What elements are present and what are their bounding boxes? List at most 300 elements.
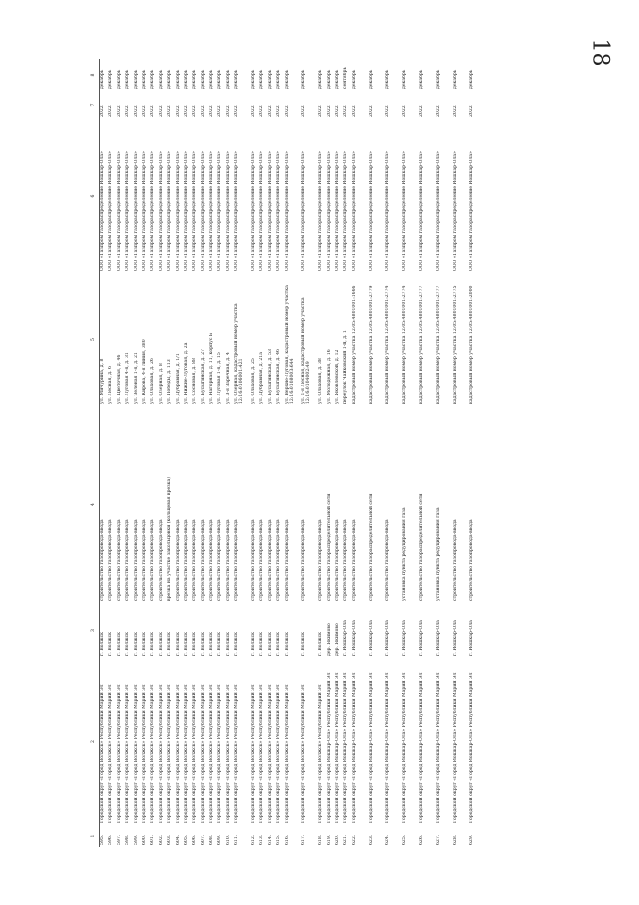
organization-cell: ООО «Газпром газораспределение Йошкар-Ола» [141,151,147,271]
table-row [142,59,150,847]
work-type-cell: строительство газопровода-ввода [200,519,206,601]
table-row [453,59,470,847]
organization-cell: ООО «Газпром газораспределение Йошкар-Ола» [158,151,164,271]
work-type-cell: строительство газопровода-ввода [158,519,164,601]
municipality-cell: Городской округ «Город Волжск» Республики Марий Эл [284,684,290,823]
organization-cell: ООО «Газпром газораспределение Йошкар-Ола» [116,151,122,271]
row-number-cell: 619. [326,834,332,845]
month-cell: декабрь [217,69,223,89]
month-cell: декабрь [192,69,198,89]
organization-cell: ООО «Газпром газораспределение Йошкар-Ола» [276,151,282,271]
row-number-cell: 627. [435,834,441,845]
page-number: 18 [587,38,613,67]
row-number-cell: 595. [100,834,105,845]
column-number: 2 [88,658,100,825]
municipality-cell: Городской округ «Город Йошкар-Ола» Республики Марий Эл [334,672,340,823]
settlement-cell: г. Йошкар-Ола [469,620,475,656]
settlement-cell: г. Волжск [276,631,282,656]
organization-cell: ООО «Газпром газораспределение Йошкар-Ола» [284,151,290,271]
address-cell: ул. Луговая 1-я, д. 15 [217,352,223,404]
organization-cell: ООО «Газпром газораспределение Йошкар-Ола» [435,151,441,271]
year-cell: 2022 [158,105,164,117]
year-cell: 2022 [368,105,374,117]
row-number-cell: 601. [150,834,156,845]
address-cell: ул. Дубравная, д. 21а [259,352,265,404]
year-cell: 2022 [183,105,189,117]
municipality-cell: Городской округ «Город Волжск» Республики Марий Эл [301,684,307,823]
work-type-cell: строительство газораспределительной сети [326,493,332,601]
table-row [276,59,284,847]
month-cell: декабрь [284,69,290,89]
table-row [217,59,225,847]
row-number-cell: 612. [251,834,257,845]
row-number-cell: 602. [158,834,164,845]
table-row [159,59,167,847]
table-row [134,59,142,847]
municipality-cell: Городской округ «Город Волжск» Республики Марий Эл [100,684,105,823]
address-cell: ул. Бусыгинская, д. 27 [200,349,206,404]
address-cell: ул. Мичурина, д. 8 [100,358,105,404]
work-type-cell: строительство газопровода-ввода [225,519,231,601]
municipality-cell: Городской округ «Город Волжск» Республики Марий Эл [158,684,164,823]
year-cell: 2022 [452,105,458,117]
municipality-cell: Городской округ «Город Волжск» Республики Марий Эл [108,684,114,823]
row-number-cell: 613. [259,834,265,845]
municipality-cell: Городской округ «Город Волжск» Республики Марий Эл [192,684,198,823]
organization-cell: ООО «Газпром газораспределение Йошкар-Ола» [217,151,223,271]
year-cell: 2022 [402,105,408,117]
year-cell: 2022 [209,105,215,117]
address-cell: ул. Бусыгинская, д. 46 [276,349,282,404]
row-number-cell: 626. [418,834,424,845]
address-cell: ул. Ольховая, д. 25 [251,358,257,404]
municipality-cell: Городской округ «Город Йошкар-Ола» Республики Марий Эл [351,672,357,823]
row-number-cell: 609. [217,834,223,845]
column-number: 6 [88,119,100,273]
month-cell: декабрь [141,69,147,89]
row-number-cell: 600. [141,834,147,845]
settlement-cell: г. Волжск [183,631,189,656]
month-cell: декабрь [251,69,257,89]
year-cell: 2022 [284,105,290,117]
settlement-cell: г. Волжск [318,631,324,656]
settlement-cell: г. Волжск [301,631,307,656]
work-type-cell: строительство газопровода-ввода [192,519,198,601]
organization-cell: ООО «Газпром газораспределение Йошкар-Ола» [167,151,173,271]
column-number: 4 [88,406,100,603]
work-type-cell: строительство газопровода-ввода [351,519,357,601]
work-type-cell: строительство газопровода-ввода [234,519,240,601]
month-cell: декабрь [368,69,374,89]
month-cell: сентябрь [343,67,349,89]
municipality-cell: Городской округ «Город Волжск» Республики Марий Эл [217,684,223,823]
table-body [100,59,487,847]
work-type-cell: строительство газопровода-ввода [251,519,257,601]
organization-cell: ООО «Газпром газораспределение Йошкар-Ола» [150,151,156,271]
settlement-cell: г. Йошкар-Ола [385,620,391,656]
month-cell: декабрь [351,69,357,89]
month-cell: декабрь [418,69,424,89]
year-cell: 2022 [200,105,206,117]
row-number-cell: 628. [452,834,458,845]
table-row [167,59,175,847]
organization-cell: ООО «Газпром газораспределение Йошкар-Ола» [343,151,349,271]
table-row [343,59,351,847]
row-number-cell: 625. [402,834,408,845]
year-cell: 2022 [108,105,114,117]
month-cell: декабрь [133,69,139,89]
work-type-cell: строительство газораспределительной сети [418,493,424,601]
address-cell: переулок Чайковский 1-й, д. 1 [343,330,349,404]
column-number: 3 [88,603,100,658]
row-number-cell: 623. [368,834,374,845]
year-cell: 2022 [225,105,231,117]
month-cell: декабрь [125,69,131,89]
settlement-cell: г. Волжск [141,631,147,656]
table-row [402,59,419,847]
month-cell: декабрь [150,69,156,89]
settlement-cell: г. Волжск [251,631,257,656]
municipality-cell: Городской округ «Город Волжск» Республики Марий Эл [141,684,147,823]
settlement-cell: г. Волжск [200,631,206,656]
table-row [201,59,209,847]
column-number: 5 [88,273,100,406]
year-cell: 2022 [343,105,349,117]
address-cell: ул. Озерная, кадастровый номер участка 12:16:0106001:421 [234,303,245,404]
table-row [100,59,109,847]
year-cell: 2022 [418,105,424,117]
month-cell: декабрь [318,69,324,89]
table-row [176,59,184,847]
work-type-cell: строительство газопровода-ввода [125,519,131,601]
table-row [436,59,453,847]
year-cell: 2022 [326,105,332,117]
table-row [259,59,267,847]
work-type-cell: строительство газопровода-ввода [175,519,181,601]
month-cell: декабрь [225,69,231,89]
year-cell: 2022 [175,105,181,117]
table-row [369,59,386,847]
address-cell: ул. Победы, д. 113 [167,359,173,404]
address-cell: ул. Цветочная, д. 46 [116,354,122,404]
work-type-cell: строительство газопровода-ввода [100,519,105,601]
municipality-cell: Городской округ «Город Йошкар-Ола» Республики Марий Эл [435,672,441,823]
month-cell: декабрь [234,69,240,89]
organization-cell: ООО «Газпром газораспределение Йошкар-Ола» [368,151,374,271]
year-cell: 2022 [251,105,257,117]
municipality-cell: Городской округ «Город Волжск» Республики Марий Эл [234,684,240,823]
row-number-cell: 621. [343,834,349,845]
municipality-cell: Городской округ «Город Волжск» Республики Марий Эл [209,684,215,823]
address-cell: ул. Нижне-Луговая, д. 2а [183,342,189,404]
municipality-cell: Городской округ «Город Йошкар-Ола» Республики Марий Эл [452,672,458,823]
year-cell: 2022 [469,105,475,117]
organization-cell: ООО «Газпром газораспределение Йошкар-Ола» [267,151,273,271]
table-row [285,59,302,847]
settlement-cell: г. Волжск [267,631,273,656]
row-number-cell: 596. [108,834,114,845]
month-cell: декабрь [334,69,340,89]
work-type-cell: строительство газопровода-ввода [301,519,307,601]
work-type-cell: установка пункта редуцирования газа [402,507,408,601]
row-number-cell: 597. [116,834,122,845]
row-number-cell: 618. [318,834,324,845]
work-type-cell: строительство газопровода-ввода [108,519,114,601]
organization-cell: ООО «Газпром газораспределение Йошкар-Ола» [402,151,408,271]
year-cell: 2022 [167,105,173,117]
address-cell: ул. Дубравная, д. 1/1 [175,353,181,404]
row-number-cell: 611. [234,834,240,845]
month-cell: декабрь [200,69,206,89]
organization-cell: ООО «Газпром газораспределение Йошкар-Ола» [469,151,475,271]
organization-cell: ООО «Газпром газораспределение Йошкар-Ола» [385,151,391,271]
municipality-cell: Городской округ «Город Йошкар-Ола» Республики Марий Эл [343,672,349,823]
column-number-header [88,59,100,847]
municipality-cell: Городской округ «Город Волжск» Республики Марий Эл [175,684,181,823]
year-cell: 2022 [192,105,198,117]
table-row [192,59,200,847]
table-row [234,59,251,847]
organization-cell: ООО «Газпром газораспределение Йошкар-Ола» [225,151,231,271]
settlement-cell: г. Волжск [150,631,156,656]
month-cell: декабрь [301,69,307,89]
column-number: 8 [88,59,100,91]
organization-cell: ООО «Газпром газораспределение Йошкар-Ола» [100,151,105,271]
address-cell: кадастровый номер участка 12:05:4801001:2774 [385,285,391,404]
organization-cell: ООО «Газпром газораспределение Йошкар-Ола» [133,151,139,271]
month-cell: декабрь [108,69,114,89]
settlement-cell: г. Йошкар-Ола [452,620,458,656]
work-type-cell: строительство газопровода-ввода [116,519,122,601]
work-type-cell: врезка на участке закольцовки (кольцевая врезка) [167,476,173,601]
work-type-cell: строительство газопровода-ввода [183,519,189,601]
organization-cell: ООО «Газпром газораспределение Йошкар-Ола» [351,151,357,271]
organization-cell: ООО «Газпром газораспределение Йошкар-Ола» [234,151,240,271]
year-cell: 2022 [150,105,156,117]
table-row [419,59,436,847]
table-row [150,59,158,847]
table-row [469,59,486,847]
year-cell: 2022 [334,105,340,117]
settlement-cell: г. Йошкар-Ола [343,620,349,656]
organization-cell: ООО «Газпром газораспределение Йошкар-Ола» [418,151,424,271]
organization-cell: ООО «Газпром газораспределение Йошкар-Ола» [452,151,458,271]
row-number-cell: 599. [133,834,139,845]
row-number-cell: 598. [125,834,131,845]
year-cell: 2022 [234,105,240,117]
month-cell: декабрь [259,69,265,89]
month-cell: декабрь [183,69,189,89]
table-row [318,59,326,847]
address-cell: кадастровый номер участка 12:05:4801001:2000 [469,285,475,404]
row-number-cell: 614. [267,834,273,845]
month-cell: декабрь [209,69,215,89]
month-cell: декабрь [452,69,458,89]
year-cell: 2022 [318,105,324,117]
organization-cell: ООО «Газпром газораспределение Йошкар-Ола» [251,151,257,271]
address-cell: кадастровый номер участка 12:05:4801001:1666 [351,285,357,404]
address-cell: кадастровый номер участка 12:05:4801001:2777 [418,285,424,404]
municipality-cell: Городской округ «Город Волжск» Республики Марий Эл [133,684,139,823]
settlement-cell: г. Волжск [133,631,139,656]
organization-cell: ООО «Газпром газораспределение Йошкар-Ола» [175,151,181,271]
year-cell: 2022 [351,105,357,117]
settlement-cell: г. Волжск [100,631,105,656]
month-cell: декабрь [100,69,105,89]
settlement-cell: г. Волжск [234,631,240,656]
settlement-cell: г. Волжск [225,631,231,656]
work-type-cell: строительство газопровода-ввода [259,519,265,601]
year-cell: 2022 [217,105,223,117]
year-cell: 2022 [116,105,122,117]
table-row [352,59,369,847]
address-cell: кадастровый номер участка 12:05:4801001:2777 [435,285,441,404]
row-number-cell: 606. [192,834,198,845]
year-cell: 2022 [141,105,147,117]
municipality-cell: Городской округ «Город Волжск» Республики Марий Эл [267,684,273,823]
address-cell: ул. 3-я Заречная, д. 4 [225,352,231,404]
work-type-cell: строительство газопровода-ввода [150,519,156,601]
municipality-cell: Городской округ «Город Йошкар-Ола» Республики Марий Эл [326,672,332,823]
settlement-cell: дер. Якимово [326,623,332,656]
work-type-cell: строительство газопровода-ввода [452,519,458,601]
month-cell: декабрь [402,69,408,89]
address-cell: ул. 1-я Лесная, кадастровый номер участка 12:16:0104002:49 [301,297,312,404]
table-row [209,59,217,847]
month-cell: декабрь [469,69,475,89]
organization-cell: ООО «Газпром газораспределение Йошкар-Ола» [200,151,206,271]
settlement-cell: г. Волжск [217,631,223,656]
address-cell: ул. Озерная, д. 8 [158,363,164,404]
work-type-cell: установка пункта редуцирования газа [435,507,441,601]
municipality-cell: Городской округ «Город Йошкар-Ола» Республики Марий Эл [469,672,475,823]
municipality-cell: Городской округ «Город Волжск» Республики Марий Эл [225,684,231,823]
gas-objects-table [88,59,486,847]
municipality-cell: Городской округ «Город Волжск» Республики Марий Эл [167,684,173,823]
municipality-cell: Городской округ «Город Йошкар-Ола» Республики Марий Эл [402,672,408,823]
address-cell: ул. Ольховая, д. 38 [318,358,324,404]
address-cell: ул. Лесная, д. 6 [108,366,114,404]
organization-cell: ООО «Газпром газораспределение Йошкар-Ола» [326,151,332,271]
table-row [385,59,402,847]
year-cell: 2022 [301,105,307,117]
work-type-cell: строительство газопровода-ввода [209,519,215,601]
settlement-cell: г. Йошкар-Ола [435,620,441,656]
municipality-cell: Городской округ «Город Волжск» Республики Марий Эл [200,684,206,823]
table-row [327,59,335,847]
address-cell: кадастровый номер участка 12:05:4801001:2774 [402,285,408,404]
settlement-cell: г. Волжск [259,631,265,656]
table-row [125,59,133,847]
address-cell: ул. Нагорная, д. 11, корпус Б [209,332,215,404]
work-type-cell: строительство газопровода-ввода [385,519,391,601]
column-number: 7 [88,91,100,119]
table-row [251,59,259,847]
address-cell: ул. Яковлевской, д. 12 [334,349,340,404]
address-cell: ул. Ольховая, д. 26 [150,358,156,404]
work-type-cell: строительство газопровода-ввода [133,519,139,601]
settlement-cell: г. Волжск [158,631,164,656]
municipality-cell: Городской округ «Город Волжск» Республики Марий Эл [150,684,156,823]
table-row [335,59,343,847]
row-number-cell: 624. [385,834,391,845]
settlement-cell: г. Йошкар-Ола [368,620,374,656]
row-number-cell: 610. [225,834,231,845]
settlement-cell: г. Волжск [167,631,173,656]
settlement-cell: г. Волжск [125,631,131,656]
address-cell: ул. Бусыгинская, д. 53 [267,349,273,404]
row-number-cell: 629. [469,834,475,845]
work-type-cell: строительство газопровода-ввода [343,519,349,601]
municipality-cell: Городской округ «Город Йошкар-Ола» Республики Марий Эл [368,672,374,823]
row-number-cell: 615. [276,834,282,845]
row-number-cell: 604. [175,834,181,845]
row-number-cell: 608. [209,834,215,845]
column-number: 1 [88,825,100,847]
address-cell: ул. Кирова, 4-я линия, 380 [141,339,147,404]
municipality-cell: Городской округ «Город Волжск» Республики Марий Эл [183,684,189,823]
work-type-cell: строительство газопровода-ввода [318,519,324,601]
settlement-cell: г. Волжск [175,631,181,656]
settlement-cell: г. Йошкар-Ола [402,620,408,656]
organization-cell: ООО «Газпром газораспределение Йошкар-Ола» [318,151,324,271]
work-type-cell: строительство газопровода-ввода [141,519,147,601]
row-number-cell: 616. [284,834,290,845]
table-row [117,59,125,847]
row-number-cell: 620. [334,834,340,845]
organization-cell: ООО «Газпром газораспределение Йошкар-Ола» [192,151,198,271]
table-row [184,59,192,847]
settlement-cell: г. Волжск [284,631,290,656]
row-number-cell: 605. [183,834,189,845]
year-cell: 2022 [267,105,273,117]
table-row [226,59,234,847]
settlement-cell: г. Волжск [116,631,122,656]
year-cell: 2022 [259,105,265,117]
year-cell: 2022 [385,105,391,117]
year-cell: 2022 [125,105,131,117]
address-cell: ул. Луговая 4-я, д. 31 [125,352,131,404]
organization-cell: ООО «Газпром газораспределение Йошкар-Ола» [334,151,340,271]
row-number-cell: 603. [167,834,173,845]
organization-cell: ООО «Газпром газораспределение Йошкар-Ола» [301,151,307,271]
month-cell: декабрь [435,69,441,89]
municipality-cell: Городской округ «Город Волжск» Республики Марий Эл [276,684,282,823]
municipality-cell: Городской округ «Город Волжск» Республики Марий Эл [259,684,265,823]
year-cell: 2022 [100,105,105,117]
settlement-cell: дер. Якимово [334,623,340,656]
month-cell: декабрь [385,69,391,89]
month-cell: декабрь [267,69,273,89]
work-type-cell: строительство газопровода-ввода [469,519,475,601]
organization-cell: ООО «Газпром газораспределение Йошкар-Ола» [183,151,189,271]
month-cell: декабрь [158,69,164,89]
municipality-cell: Городской округ «Город Волжск» Республики Марий Эл [251,684,257,823]
month-cell: декабрь [167,69,173,89]
month-cell: декабрь [116,69,122,89]
month-cell: декабрь [326,69,332,89]
work-type-cell: строительство газопровода-ввода [276,519,282,601]
municipality-cell: Городской округ «Город Йошкар-Ола» Республики Марий Эл [385,672,391,823]
work-type-cell: строительство газопровода-ввода [334,519,340,601]
organization-cell: ООО «Газпром газораспределение Йошкар-Ола» [259,151,265,271]
municipality-cell: Городской округ «Город Йошкар-Ола» Республики Марий Эл [418,672,424,823]
row-number-cell: 617. [301,834,307,845]
settlement-cell: г. Волжск [108,631,114,656]
work-type-cell: строительство газопровода-ввода [284,519,290,601]
table-row [108,59,116,847]
settlement-cell: г. Йошкар-Ола [351,620,357,656]
